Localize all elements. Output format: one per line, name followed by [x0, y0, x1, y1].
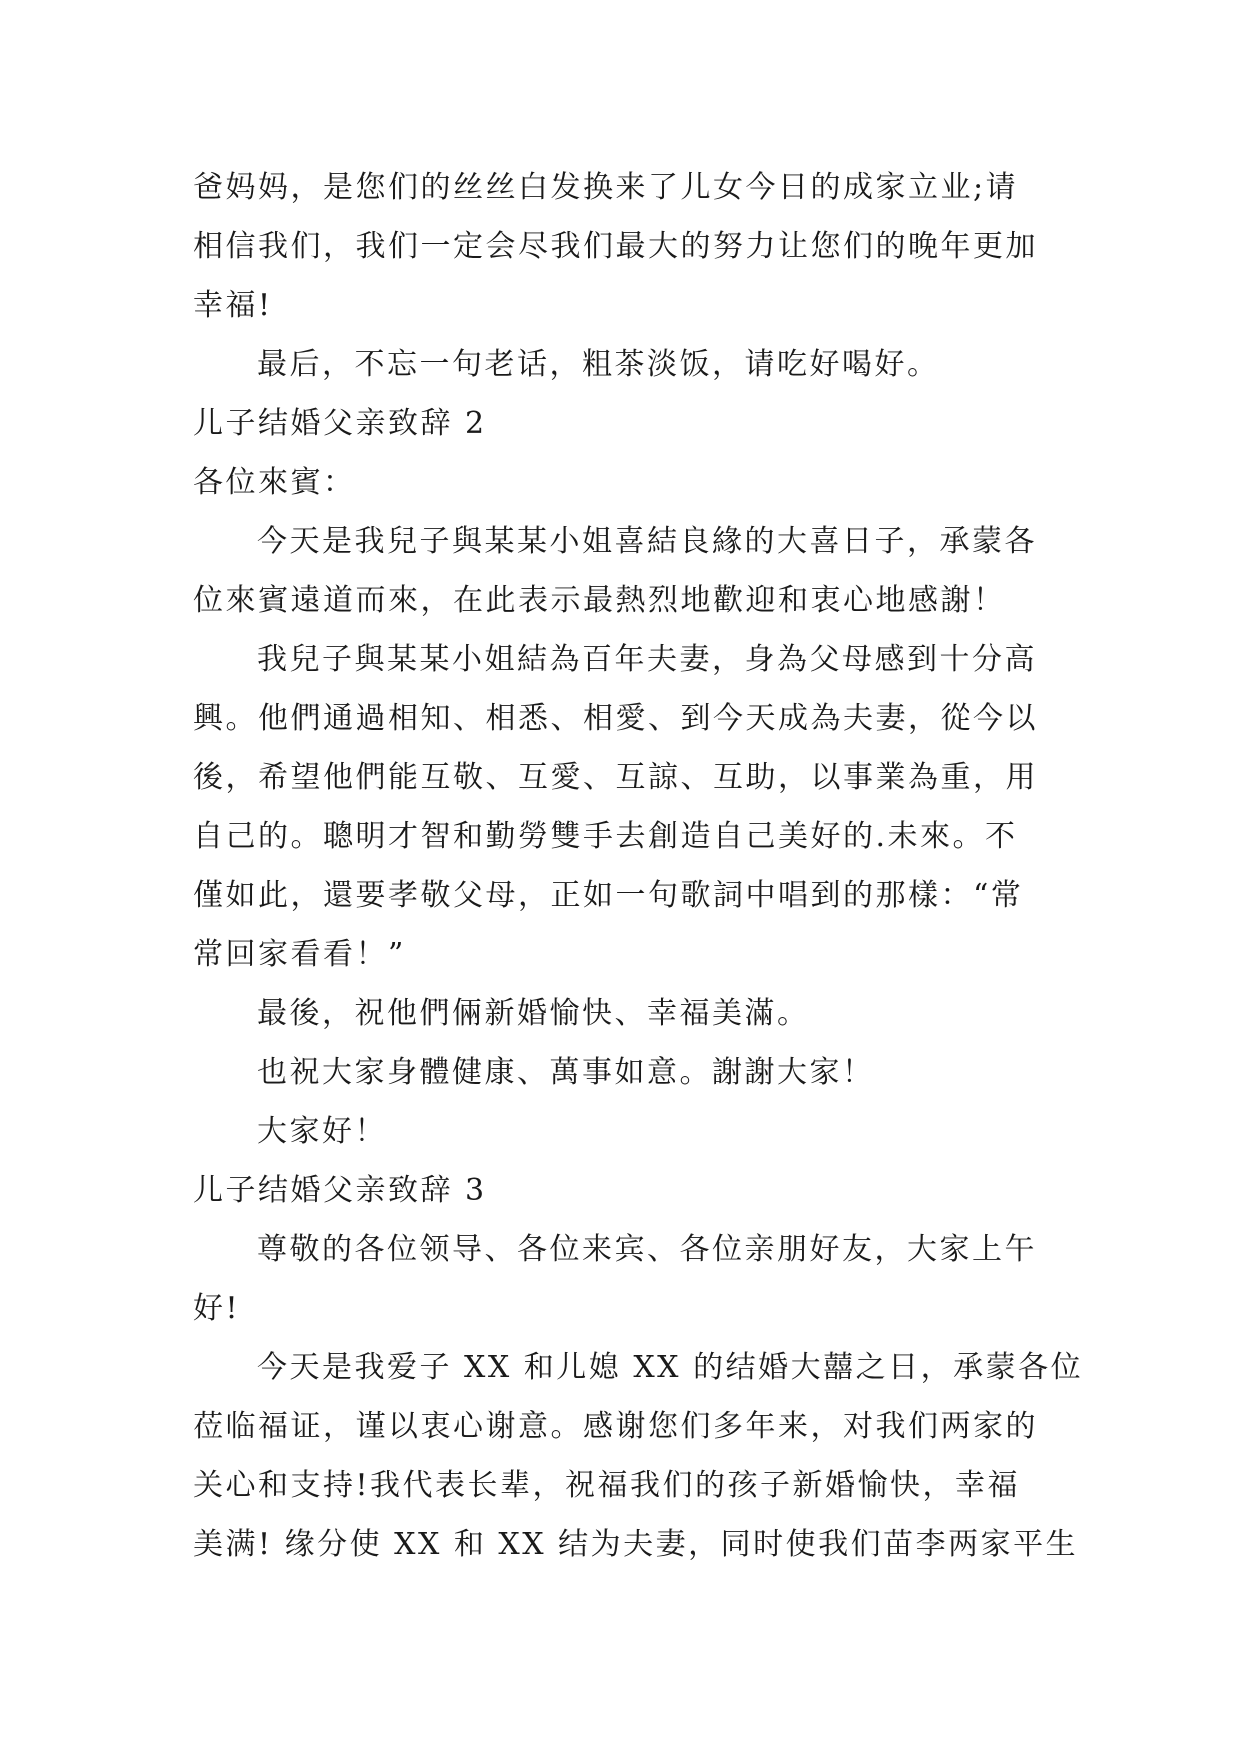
paragraph-line: 也祝大家身體健康、萬事如意。謝謝大家！: [257, 1055, 875, 1090]
paragraph-line: 今天是我兒子與某某小姐喜結良緣的大喜日子，承蒙各: [257, 524, 1037, 559]
paragraph-line: 後，希望他們能互敬、互愛、互諒、互助，以事業為重，用: [193, 760, 1038, 795]
paragraph-line: 興。他們通過相知、相悉、相愛、到今天成為夫妻，從今以: [193, 701, 1038, 736]
paragraph-line: 自己的。聰明才智和勤勞雙手去創造自己美好的.未來。不: [193, 819, 1018, 854]
salutation: 各位來賓：: [193, 465, 356, 500]
paragraph-line: 爸妈妈，是您们的丝丝白发换来了儿女今日的成家立业;请: [193, 170, 1019, 205]
paragraph-line: 相信我们，我们一定会尽我们最大的努力让您们的晚年更加: [193, 229, 1038, 264]
paragraph-line: 好!: [193, 1291, 241, 1326]
paragraph-line: 尊敬的各位领导、各位来宾、各位亲朋好友，大家上午: [257, 1232, 1037, 1267]
section-heading: 儿子结婚父亲致辞 3: [193, 1173, 487, 1208]
document-body: [193, 158, 1084, 1574]
paragraph-line: 我兒子與某某小姐結為百年夫妻，身為父母感到十分高: [257, 642, 1037, 677]
paragraph-line: 最後，祝他們倆新婚愉快、幸福美滿。: [257, 996, 810, 1031]
paragraph-line: 常回家看看！”: [193, 937, 406, 972]
paragraph-line: 美满! 缘分使 XX 和 XX 结为夫妻，同时使我们苗李两家平生: [193, 1527, 1079, 1562]
paragraph-line: 莅临福证，谨以衷心谢意。感谢您们多年来，对我们两家的: [193, 1409, 1038, 1444]
paragraph-line: 大家好！: [257, 1114, 387, 1149]
paragraph-line: 僅如此，還要孝敬父母，正如一句歌詞中唱到的那樣：“常: [193, 878, 1024, 913]
paragraph-line: 位來賓遠道而來，在此表示最熱烈地歡迎和衷心地感謝！: [193, 583, 1006, 618]
section-heading: 儿子结婚父亲致辞 2: [193, 406, 487, 441]
paragraph-line: 最后，不忘一句老话，粗茶淡饭，请吃好喝好。: [257, 347, 940, 382]
paragraph-line: 幸福!: [193, 288, 273, 323]
paragraph-line: 今天是我爱子 XX 和儿媳 XX 的结婚大囍之日，承蒙各位: [257, 1350, 1084, 1385]
paragraph-line: 关心和支持!我代表长辈，祝福我们的孩子新婚愉快，幸福: [193, 1468, 1021, 1503]
